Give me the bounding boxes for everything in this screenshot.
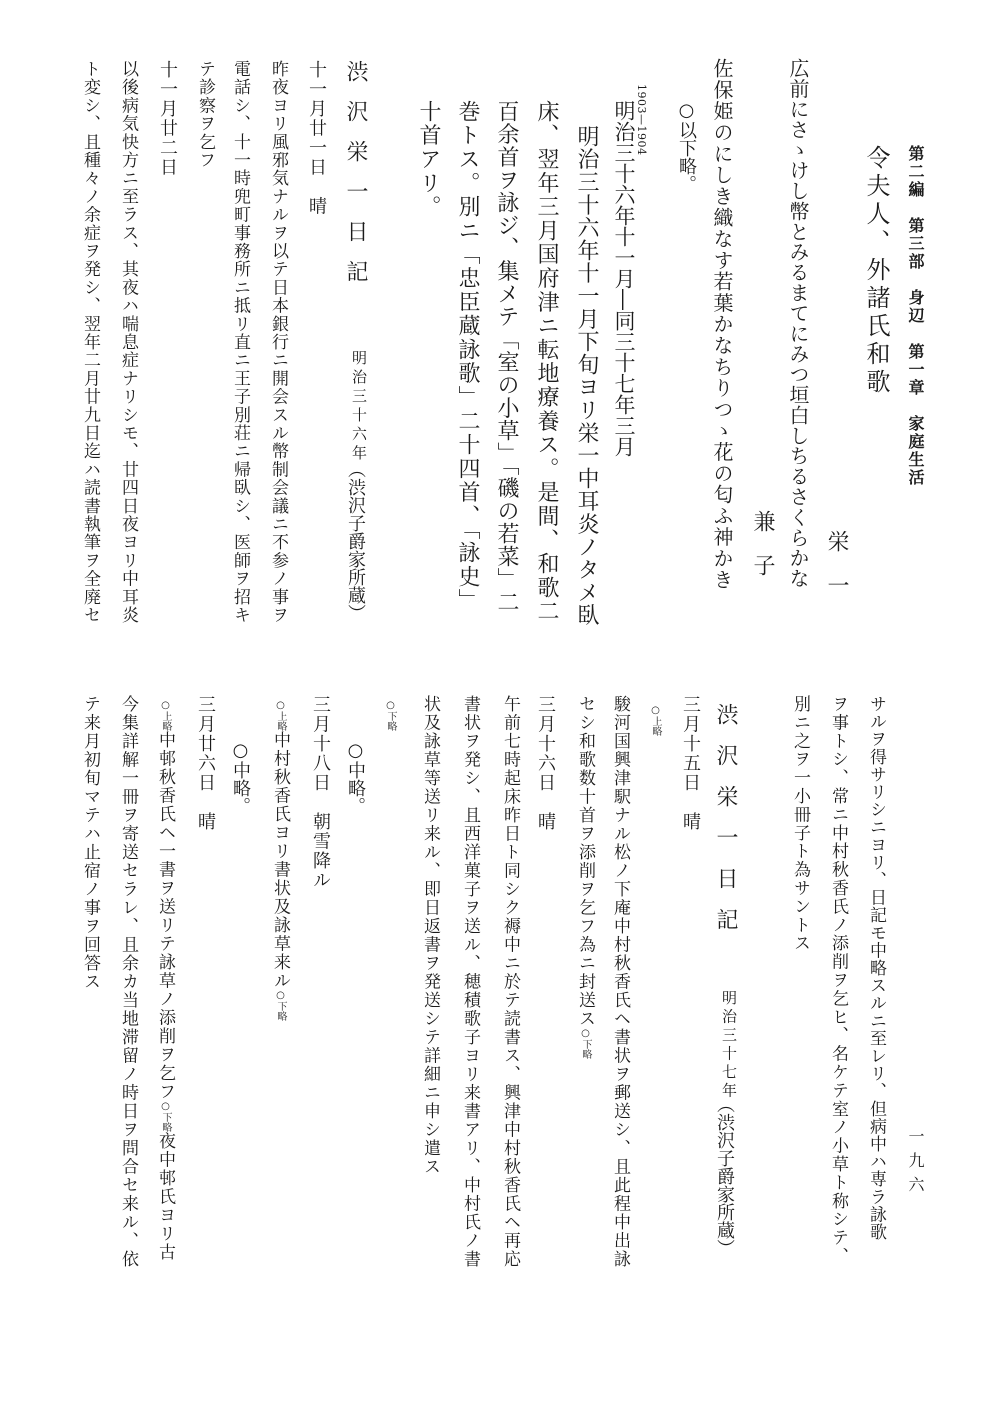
omission-note: ○中略。 bbox=[345, 740, 366, 815]
page-number: 一九六 bbox=[906, 1128, 925, 1200]
diary-line bbox=[271, 700, 288, 1021]
omission-mark: ○上略 bbox=[275, 700, 286, 731]
diary-date: 三月十八日 朝雪降ル bbox=[310, 695, 331, 890]
period-heading: 明治三十六年十一月―同三十七年三月 bbox=[612, 100, 636, 457]
diary-date: 三月廿六日 晴 bbox=[195, 695, 216, 832]
diary-line bbox=[156, 700, 173, 1262]
omission-mark: ○下略 bbox=[160, 1101, 171, 1132]
diary-line: 駿河国興津駅ナル松ノ下庵中村秋香氏ヘ書状ヲ郵送シ、且此程中出詠 bbox=[610, 695, 630, 1269]
poem-text: 佐保姫のにしき織なす若葉かなちりつゝ花の匂ふ神かき bbox=[710, 58, 734, 591]
diary-title: 渋沢栄一日記 bbox=[343, 60, 368, 300]
western-years: 1903—1904 bbox=[635, 84, 648, 156]
diary-source: （渋沢子爵家所蔵） bbox=[714, 1095, 735, 1257]
diary-line-text: 中村秋香氏ヨリ書状及詠草来ル bbox=[270, 731, 290, 990]
diary-line: 別ニ之ヲ一小冊子ト為サントス bbox=[790, 695, 810, 953]
diary-title: 渋沢栄一日記 bbox=[713, 703, 738, 949]
omission-note: ○中略。 bbox=[230, 740, 251, 815]
summary-line: 十首アリ。 bbox=[416, 100, 441, 219]
diary-line-text: 夜中邨氏ヨリ古 bbox=[155, 1132, 175, 1262]
summary-line: 明治三十六年十一月下旬ヨリ栄一中耳炎ノタメ臥 bbox=[574, 125, 599, 627]
diary-line: 昨夜ヨリ風邪気ナルヲ以テ日本銀行ニ開会スル幣制会議ニ不参ノ事ヲ bbox=[268, 60, 288, 625]
diary-line-text: セシ和歌数十首ヲ添削ヲ乞フ為ニ封送ス bbox=[575, 695, 595, 1028]
omission-mark: ○下略 bbox=[385, 700, 396, 731]
diary-date: 十一月廿二日 bbox=[157, 60, 178, 177]
diary-line: 午前七時起床昨日ト同シク褥中ニ於テ読書ス、興津中村秋香氏ヘ再応 bbox=[500, 695, 520, 1269]
omission-mark: ○下略 bbox=[275, 990, 286, 1021]
diary-line: テ来月初旬マテハ止宿ノ事ヲ回答ス bbox=[80, 695, 100, 991]
diary-date: 三月十六日 晴 bbox=[535, 695, 556, 832]
diary-line: 今集詳解一冊ヲ寄送セラレ、且余カ当地滞留ノ時日ヲ問合セ来ル、依 bbox=[118, 695, 138, 1269]
summary-line: 巻トス。別ニ「忠臣蔵詠歌」二十四首、「詠史」 bbox=[455, 100, 480, 613]
diary-line-text: 中邨秋香氏ヘ一書ヲ送リテ詠草ノ添削ヲ乞フ bbox=[155, 731, 175, 1101]
diary-line: ヲ事トシ、常ニ中村秋香氏ノ添削ヲ乞ヒ、名ケテ室ノ小草ト称シテ、 bbox=[828, 695, 848, 1266]
poem-author: 栄 一 bbox=[824, 530, 849, 596]
diary-line: ト変シ、且種々ノ余症ヲ発シ、翌年二月廿九日迄ハ読書執筆ヲ全廃セ bbox=[80, 60, 100, 625]
diary-year: 明治三十七年 bbox=[720, 990, 738, 1101]
diary-line: 書状ヲ発シ、且西洋菓子ヲ送ル、穂積歌子ヨリ来書アリ、中村氏ノ書 bbox=[460, 695, 480, 1269]
diary-line bbox=[576, 695, 593, 1059]
diary-line: テ診察ヲ乞フ bbox=[195, 60, 215, 170]
diary-date: 十一月廿一日 晴 bbox=[306, 60, 327, 216]
running-head: 第二編 第三部 身辺 第一章 家庭生活 bbox=[906, 145, 925, 487]
summary-line: 百余首ヲ詠ジ、集メテ「室の小草」「磯の若菜」二 bbox=[494, 100, 519, 614]
diary-line: 以後病気快方ニ至ラス、其夜ハ喘息症ナリシモ、廿四日夜ヨリ中耳炎 bbox=[118, 60, 138, 625]
summary-line: 床、翌年三月国府津ニ転地療養ス。是間、和歌二 bbox=[534, 100, 559, 624]
poem-author: 兼 子 bbox=[750, 510, 775, 576]
diary-year: 明治三十六年 bbox=[350, 350, 368, 464]
poems-title: 令夫人、外諸氏和歌 bbox=[862, 145, 890, 397]
omission-mark: ○上略 bbox=[160, 700, 171, 731]
diary-line: 電話シ、十一時兜町事務所ニ抵リ直ニ王子別荘ニ帰臥シ、医師ヲ招キ bbox=[230, 60, 250, 625]
diary-date: 三月十五日 晴 bbox=[680, 695, 701, 832]
omission-note: ○以下略。 bbox=[676, 100, 697, 193]
omission-mark: ○下略 bbox=[580, 1028, 591, 1059]
diary-line: 状及詠草等送リ来ル、即日返書ヲ発送シテ詳細ニ申シ遣ス bbox=[420, 695, 440, 1176]
diary-source: （渋沢子爵家所蔵） bbox=[345, 460, 366, 622]
omission-mark: ○上略 bbox=[650, 705, 661, 736]
diary-line: サルヲ得サリシニヨリ、日記モ中略スルニ至レリ、但病中ハ専ラ詠歌 bbox=[866, 695, 886, 1241]
poem-text: 広前にさゝけし幣とみるまてにみつ垣白しちるさくらかな bbox=[786, 58, 810, 589]
